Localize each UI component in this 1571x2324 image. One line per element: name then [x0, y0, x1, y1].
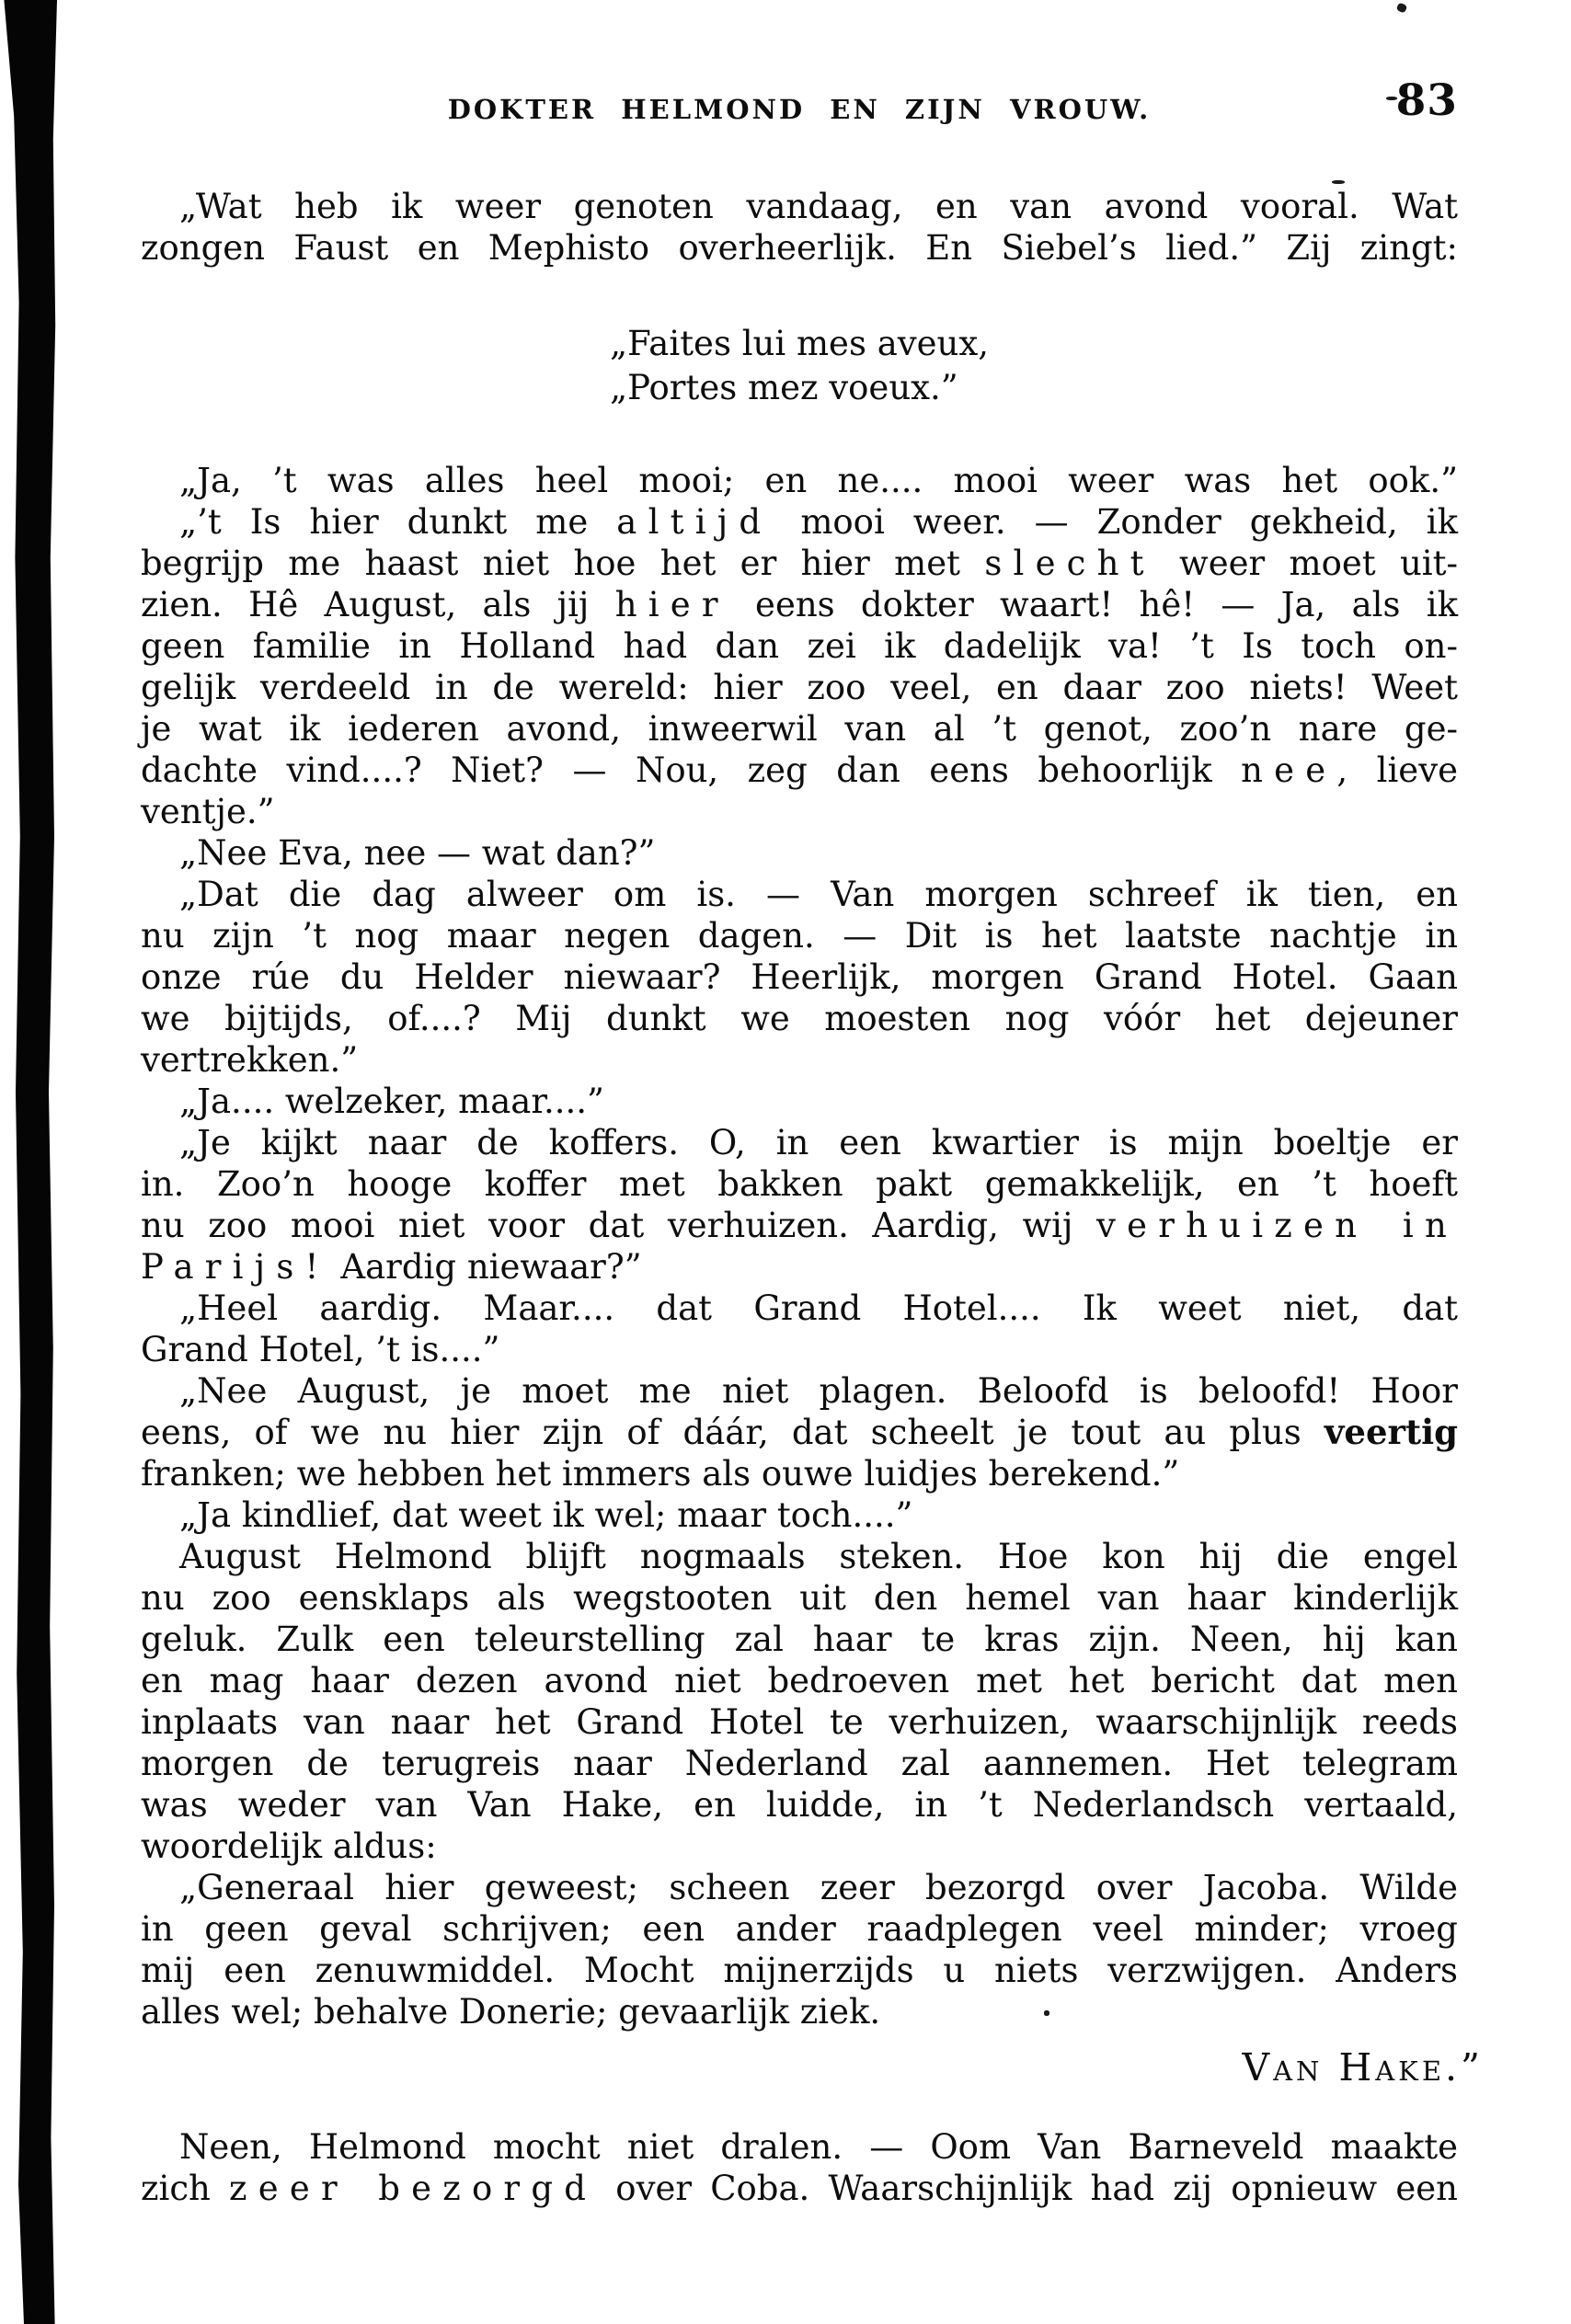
- text-segment: „Ja kindlief, dat weet ik wel; maar toch....”: [179, 1495, 913, 1535]
- paragraph-narrative: [141, 1536, 1458, 1867]
- text-segment: „Generaal hier geweest; scheen zeer bezorgd over Jacoba. Wilde: [179, 1868, 1458, 1907]
- running-head-title: DOKTER HELMOND EN ZIJN VROUW.: [447, 94, 1152, 125]
- text-line: [141, 832, 1458, 874]
- text-segment: en mag haar dezen avond niet bedroeven met het bericht dat men: [141, 1661, 1458, 1700]
- signature-text: Van Hake.”: [1242, 2045, 1484, 2089]
- text-line: [141, 625, 1458, 667]
- text-line: [141, 1288, 1458, 1329]
- text-line: [141, 750, 1458, 791]
- paragraph-ja-t-was: [141, 460, 1458, 501]
- text-line: [141, 998, 1458, 1039]
- text-segment: in. Zoo’n hooge koffer met bakken pakt gemakkelijk, en ’t hoeft: [141, 1164, 1458, 1204]
- text-body: [141, 186, 1484, 2209]
- text-segment: franken; we hebben het immers als ouwe luidjes berekend.”: [141, 1454, 1180, 1494]
- text-segment: over Coba. Waarschijnlijk had zij opnieuw een: [597, 2169, 1458, 2208]
- text-line: [141, 956, 1458, 998]
- text-segment: , lieve: [1336, 750, 1458, 790]
- text-line: [610, 322, 989, 366]
- text-segment: mooi weer. — Zonder gekheid, ik: [772, 502, 1458, 542]
- text-line: [141, 543, 1458, 584]
- verse-siebel-song: [141, 322, 1458, 410]
- text-segment: in geen geval schrijven; een ander raadplegen veel minder; vroeg: [141, 1909, 1458, 1949]
- text-segment: inplaats van naar het Grand Hotel te verhuizen, waarschijnlijk reeds: [141, 1702, 1458, 1742]
- paragraph-ja-kindlief: [141, 1494, 1458, 1536]
- text-segment: „’t Is hier dunkt me: [179, 502, 617, 542]
- text-line: [141, 791, 1458, 832]
- text-line: [141, 708, 1458, 750]
- text-line: [610, 366, 989, 410]
- text-segment: „Je kijkt naar de koffers. O, in een kwartier is mijn boeltje er: [179, 1123, 1458, 1162]
- text-segment: nu zijn ’t nog maar negen dagen. — Dit is het laatste nachtje in: [141, 916, 1458, 956]
- text-line: [141, 584, 1458, 625]
- text-line: [141, 1246, 1458, 1288]
- paragraph-ja-welzeker: [141, 1081, 1458, 1122]
- telegram-signature: [141, 2047, 1484, 2089]
- text-segment: zien. Hê August, als jij: [141, 585, 615, 624]
- text-segment: nu zoo mooi niet voor dat verhuizen. Aardig, wij: [141, 1206, 1097, 1245]
- text-line: [141, 1494, 1458, 1536]
- text-line: [141, 667, 1458, 708]
- text-segment: nu zoo eensklaps als wegstooten uit den hemel van haar kinderlijk: [141, 1578, 1458, 1618]
- text-segment: begrijp me haast niet hoe het er hier met: [141, 544, 985, 583]
- text-segment: morgen de terugreis naar Nederland zal aannemen. Het telegram: [141, 1744, 1458, 1783]
- emphasized-text: zeer bezorgd: [229, 2169, 598, 2208]
- text-line: [141, 227, 1458, 269]
- text-segment: „Nee Eva, nee — wat dan?”: [179, 833, 656, 873]
- paragraph-nee-august: [141, 1370, 1458, 1494]
- emphasized-text: Parijs!: [141, 1247, 330, 1287]
- paragraph-heel-aardig: [141, 1288, 1458, 1370]
- text-segment: „Ja.... welzeker, maar....”: [179, 1082, 604, 1121]
- text-segment: we bijtijds, of....? Mij dunkt we moesten nog vóór het dejeuner: [141, 999, 1458, 1038]
- verse-lines: [610, 322, 989, 410]
- text-line: [141, 1039, 1458, 1081]
- page-header: [141, 75, 1458, 127]
- text-segment: geluk. Zulk een teleurstelling zal haar te kras zijn. Neen, hij kan: [141, 1620, 1458, 1659]
- text-segment: ventje.”: [141, 792, 275, 831]
- emphasized-text: slecht: [984, 544, 1155, 583]
- text-line: [141, 1991, 1458, 2032]
- text-line: [141, 1619, 1458, 1660]
- page-content: [141, 75, 1484, 2209]
- paragraph-dialogue-opening: [141, 186, 1458, 269]
- paragraph-dat-die-dag: [141, 874, 1458, 1081]
- text-line: [141, 1950, 1458, 1991]
- text-segment: „Portes mez voeux.”: [609, 368, 958, 407]
- scan-gutter-shadow: [2, 0, 57, 2324]
- paragraph-nee-eva: [141, 832, 1458, 874]
- text-segment: Neen, Helmond mocht niet dralen. — Oom Van Barneveld maakte: [179, 2127, 1458, 2167]
- emphasized-text: altijd: [616, 502, 773, 542]
- text-line: [141, 1784, 1458, 1826]
- text-segment: „Faites lui mes aveux,: [609, 324, 990, 363]
- text-segment: mij een zenuwmiddel. Mocht mijnerzijds u niets verzwijgen. Anders: [141, 1951, 1458, 1990]
- page-number: 83: [1395, 75, 1458, 126]
- text-line: [141, 1701, 1458, 1743]
- text-line: [141, 1867, 1458, 1908]
- text-line: [141, 186, 1458, 227]
- text-line: [141, 1370, 1458, 1412]
- text-line: [141, 1205, 1458, 1246]
- text-segment: eens dokter waart! hê! — Ja, als ik: [728, 585, 1458, 624]
- text-line: [141, 1743, 1458, 1784]
- text-line: [141, 1163, 1458, 1205]
- emphasized-text: hier: [614, 585, 729, 624]
- text-line: [141, 1908, 1458, 1950]
- text-line: [141, 1329, 1458, 1370]
- text-line: [141, 874, 1458, 915]
- text-segment: gelijk verdeeld in de wereld: hier zoo veel, en daar zoo niets! Weet: [141, 668, 1458, 707]
- text-segment: Grand Hotel, ’t is....”: [141, 1330, 500, 1369]
- paragraph-telegram: [141, 1867, 1458, 2032]
- text-line: [141, 1122, 1458, 1163]
- text-segment: was weder van Van Hake, en luidde, in ’t Nederlandsch vertaald,: [141, 1785, 1458, 1825]
- text-line: [141, 1577, 1458, 1619]
- text-line: [141, 460, 1458, 501]
- text-segment: weer moet uit-: [1154, 544, 1459, 583]
- emphasized-text: nee: [1241, 750, 1337, 790]
- text-segment: eens, of we nu hier zijn of dáár, dat scheelt je tout au plus: [141, 1413, 1324, 1452]
- text-line: [141, 1412, 1458, 1453]
- text-line: [141, 1081, 1458, 1122]
- text-segment: „Dat die dag alweer om is. — Van morgen schreef ik tien, en: [179, 875, 1458, 914]
- text-segment: geen familie in Holland had dan zei ik dadelijk va! ’t Is toch on-: [141, 626, 1458, 666]
- text-line: [141, 2168, 1458, 2209]
- text-segment: „Heel aardig. Maar.... dat Grand Hotel.... Ik weet niet, dat: [179, 1288, 1458, 1328]
- text-segment: je wat ik iederen avond, inweerwil van al ’t genot, zoo’n nare ge-: [141, 709, 1458, 749]
- text-segment: dachte vind....? Niet? — Nou, zeg dan eens behoorlijk: [141, 750, 1242, 790]
- text-segment: alles wel; behalve Donerie; gevaarlijk ziek.: [141, 1992, 881, 2032]
- scan-speck: [1396, 2, 1408, 13]
- text-segment: vertrekken.”: [141, 1040, 359, 1080]
- paragraph-t-is-hier: [141, 501, 1458, 832]
- paragraph-je-kijkt: [141, 1122, 1458, 1288]
- text-line: [141, 915, 1458, 956]
- emphasized-text: verhuizen in: [1096, 1206, 1458, 1245]
- text-segment: „Ja, ’t was alles heel mooi; en ne.... mooi weer was het ook.”: [179, 461, 1458, 500]
- text-segment: zich: [141, 2169, 230, 2208]
- text-line: [141, 1826, 1458, 1867]
- text-line: [141, 2126, 1458, 2168]
- paragraph-closing: [141, 2126, 1458, 2209]
- text-segment: onze rúe du Helder niewaar? Heerlijk, morgen Grand Hotel. Gaan: [141, 957, 1458, 997]
- text-segment: woordelijk aldus:: [141, 1826, 437, 1866]
- text-line: [141, 1660, 1458, 1701]
- text-segment: August Helmond blijft nogmaals steken. Hoe kon hij die engel: [179, 1537, 1458, 1576]
- text-segment: „Nee August, je moet me niet plagen. Beloofd is beloofd! Hoor: [179, 1371, 1458, 1411]
- text-line: [141, 1536, 1458, 1577]
- text-segment: Aardig niewaar?”: [329, 1247, 642, 1287]
- emphasized-text: veertig: [1324, 1412, 1458, 1452]
- text-segment: zongen Faust en Mephisto overheerlijk. En Siebel’s lied.” Zij zingt:: [141, 228, 1458, 268]
- text-line: [141, 1453, 1458, 1494]
- text-line: [141, 501, 1458, 543]
- text-segment: „Wat heb ik weer genoten vandaag, en van avond vooral. Wat: [179, 187, 1458, 226]
